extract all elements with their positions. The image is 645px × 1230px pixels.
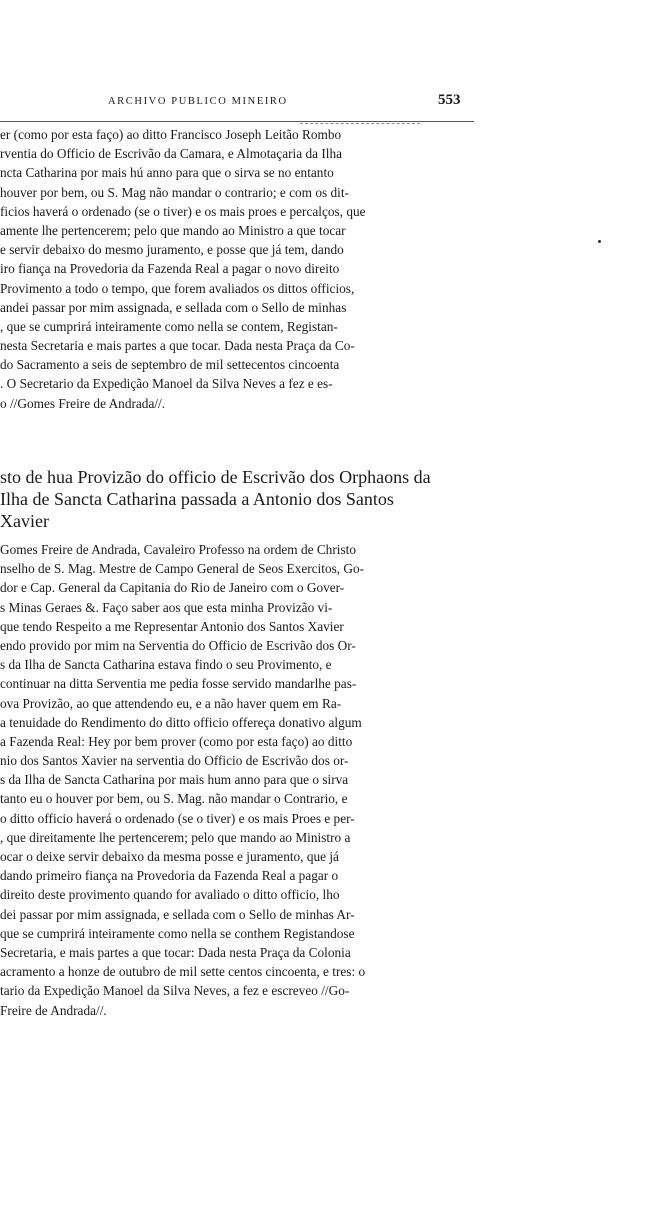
text-line: rventia do Officio de Escrivão da Camara, e Almotaçaria da Ilha	[0, 146, 343, 162]
text-line: . O Secretario da Expedição Manoel da Silva Neves a fez e es-	[0, 376, 333, 392]
text-line: acramento a honze de outubro de mil sette centos cincoenta, e tres: o	[0, 964, 366, 980]
section-heading	[0, 466, 480, 532]
text-line: a tenuidade do Rendimento do ditto officio offereça donativo algum	[0, 714, 362, 730]
text-line: , que direitamente lhe pertencerem; pelo que mando ao Ministro a	[0, 829, 351, 845]
text-line: s da Ilha de Sancta Catharina estava findo o seu Provimento, e	[0, 657, 332, 673]
text-line: houver por bem, ou S. Mag não mandar o contrario; e com os dit-	[0, 184, 349, 200]
text-line: s Minas Geraes &. Faço saber aos que esta minha Provizão vi-	[0, 599, 333, 615]
text-line: ncta Catharina por mais hú anno para que o sirva se no entanto	[0, 165, 334, 181]
text-line: o //Gomes Freire de Andrada//.	[0, 395, 166, 411]
text-line: s da Ilha de Sancta Catharina por mais hum anno para que o sirva	[0, 772, 349, 788]
text-line: Gomes Freire de Andrada, Cavaleiro Professo na ordem de Christo	[0, 542, 356, 557]
text-line: er (como por esta faço) ao ditto Francisco Joseph Leitão Rombo	[0, 127, 342, 142]
text-line: , que se cumprirá inteiramente como nella se contem, Registan-	[0, 318, 338, 334]
heading-line: Xavier	[0, 511, 49, 531]
margin-speck	[598, 240, 601, 243]
text-line: dor e Cap. General da Capitania do Rio de Janeiro com o Gover-	[0, 580, 345, 596]
page-header	[0, 92, 480, 116]
text-line: andei passar por mim assignada, e sellada com o Sello de minhas	[0, 299, 347, 315]
heading-line: Ilha de Sancta Catharina passada a Antonio dos Santos	[0, 489, 394, 509]
text-line: Freire de Andrada//.	[0, 1002, 107, 1018]
text-line: dei passar por mim assignada, e sellada com o Sello de minhas Ar-	[0, 906, 355, 922]
text-line: tanto eu o houver por bem, ou S. Mag. não mandar o Contrario, e	[0, 791, 348, 807]
second-text-block	[0, 540, 480, 1020]
text-line: nesta Secretaria e mais partes a que tocar. Dada nesta Praça da Co-	[0, 338, 355, 354]
text-line: continuar na ditta Serventia me pedia fosse servido mandarlhe pas-	[0, 676, 357, 692]
text-line: o ditto officio haverá o ordenado (se o tiver) e os mais Proes e per-	[0, 810, 355, 826]
text-line: Provimento a todo o tempo, que forem avaliados os dittos officios,	[0, 280, 355, 296]
heading-line: sto de hua Provizão do officio de Escrivão dos Orphaons da	[0, 467, 431, 487]
text-line: dando primeiro fiança na Provedoria da Fazenda Real a pagar o	[0, 868, 339, 884]
text-line: nselho de S. Mag. Mestre de Campo General de Seos Exercitos, Go-	[0, 561, 365, 577]
header-rule-dashed	[300, 123, 420, 124]
text-line: do Sacramento a seis de septembro de mil settecentos cincoenta	[0, 357, 340, 373]
header-rule	[0, 121, 474, 122]
text-line: nio dos Santos Xavier na serventia do Officio de Escrivão dos or-	[0, 753, 349, 769]
page-number: 553	[438, 92, 461, 108]
text-line: e servir debaixo do mesmo juramento, e posse que já tem, dando	[0, 242, 344, 258]
first-text-block	[0, 125, 480, 413]
text-line: a Fazenda Real: Hey por bem prover (como por esta faço) ao ditto	[0, 733, 353, 749]
text-line: ocar o deixe servir debaixo da mesma posse e juramento, que já	[0, 849, 339, 864]
text-line: tario da Expedição Manoel da Silva Neves, a fez e escreveo //Go-	[0, 983, 350, 999]
running-title: ARCHIVO PUBLICO MINEIRO	[108, 96, 288, 107]
text-line: amente lhe pertencerem; pelo que mando ao Ministro a que tocar	[0, 222, 346, 238]
text-line: endo provido por mim na Serventia do Officio de Escrivão dos Or-	[0, 637, 356, 653]
text-line: que se cumprirá inteiramente como nella se conthem Registandose	[0, 925, 355, 941]
text-line: ficios haverá o ordenado (se o tiver) e os mais proes e percalços, que	[0, 203, 366, 219]
text-line: que tendo Respeito a me Representar Antonio dos Santos Xavier	[0, 618, 344, 634]
text-line: Secretaria, e mais partes a que tocar: Dada nesta Praça da Colonia	[0, 944, 351, 960]
text-line: iro fiança na Provedoria da Fazenda Real a pagar o novo direito	[0, 261, 340, 277]
text-line: direito deste provimento quando for avaliado o ditto officio, lho	[0, 887, 340, 903]
text-line: ova Provizão, ao que attendendo eu, e a não haver quem em Ra-	[0, 695, 342, 711]
